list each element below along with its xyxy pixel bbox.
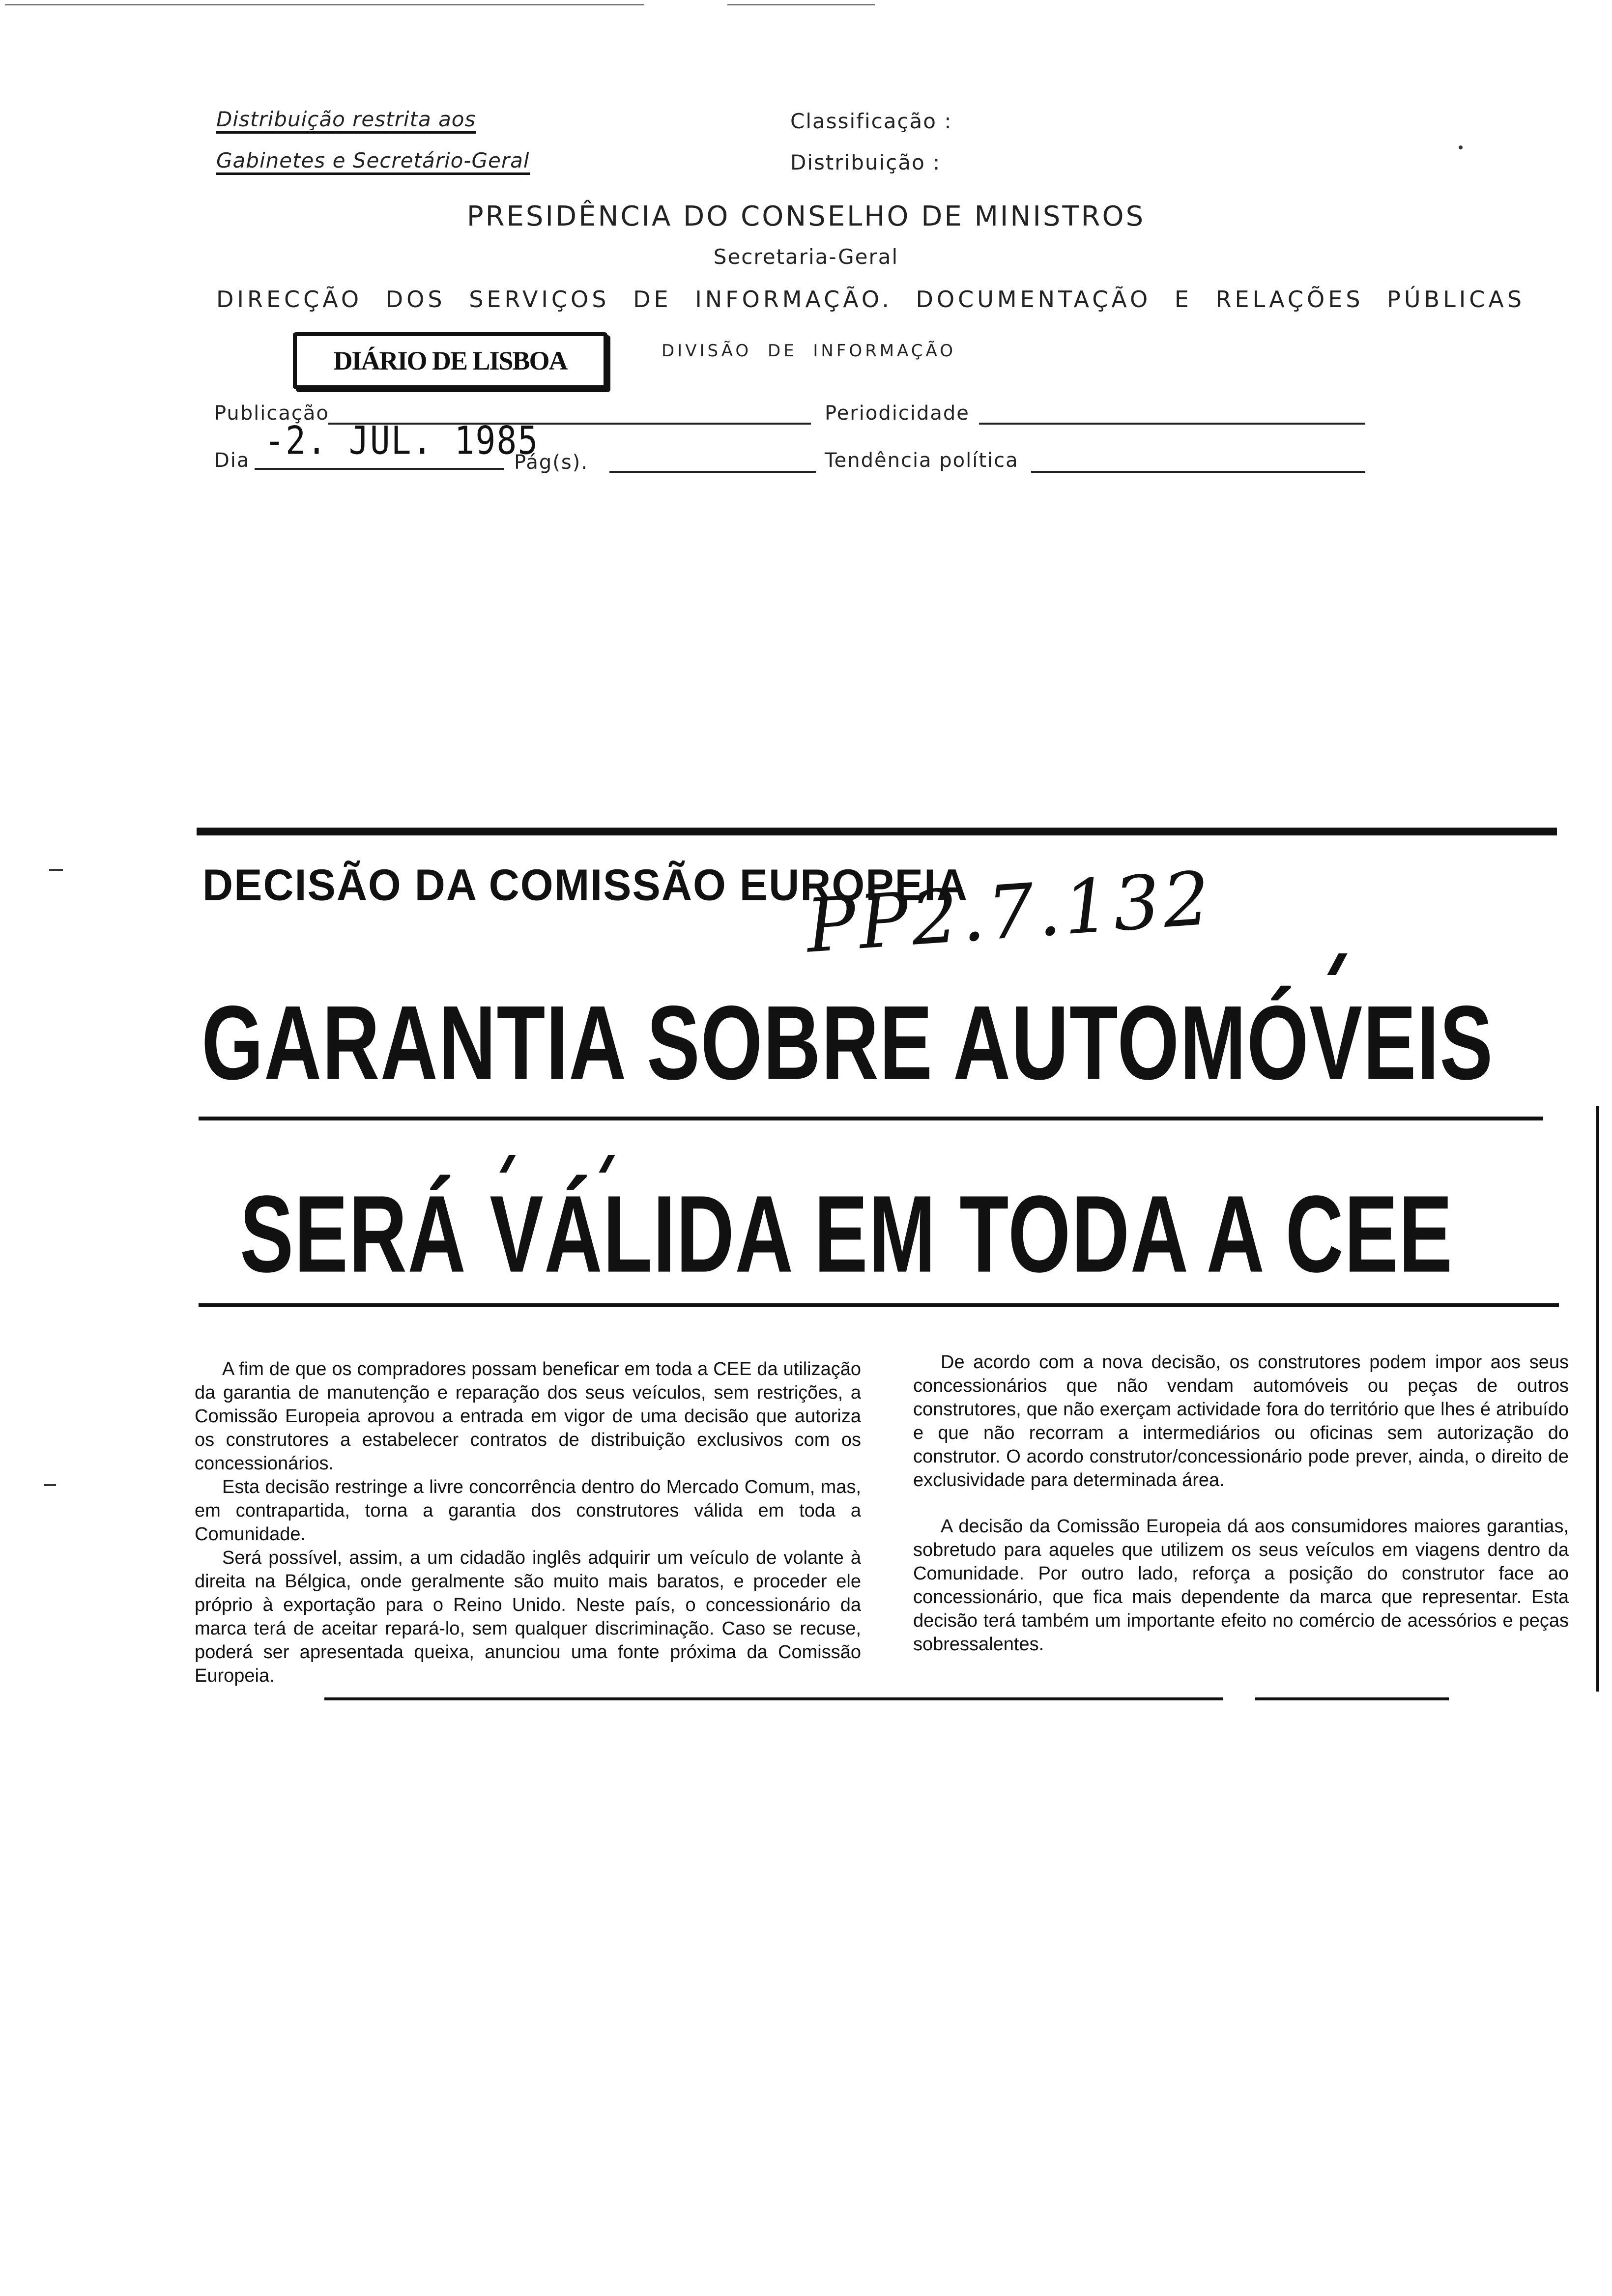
day-field-line [255,468,504,470]
division-label: DIVISÃO DE INFORMAÇÃO [662,341,956,361]
headline-line-1: GARANTIA SOBRE AUTOMÓVEIS [202,983,1494,1102]
periodicity-field-line [979,423,1365,425]
directorate-title: DIRECÇÃO DOS SERVIÇOS DE INFORMAÇÃO. DOCUMENTAÇÃO E RELAÇÕES PÚBLICAS [216,286,1526,313]
date-stamp: -2. JUL. 1985 [264,419,539,463]
periodicity-label: Periodicidade [825,402,970,425]
article-paragraph: A fim de que os compradores possam beneficar em toda a CEE da utilização da garantia de manutenção e reparação dos seus veículos, sem restrições, a Comissão Europeia aprovou a entrada em vigor de uma decisão que autoriza os construtores a estabelecer contratos de distribuição exclusivos com os concessionários. [195,1359,861,1474]
distribution-restriction-line2: Gabinetes e Secretário-Geral [216,148,530,175]
article-kicker: DECISÃO DA COMISSÃO EUROPEIA [202,860,968,910]
publication-label: Publicação [214,402,329,425]
clipping-top-rule [197,828,1557,835]
presidency-title: PRESIDÊNCIA DO CONSELHO DE MINISTROS [466,201,1146,232]
headline-rule-1 [199,1117,1543,1120]
distribution-label: Distribuição : [790,150,941,174]
article-paragraph: De acordo com a nova decisão, os construtores podem impor aos seus concessionários que não vendam automóveis ou peças de outros construtores, que não exerçam actividade fora do território que lhes é atribuído e que não recorram a intermediários ou oficinas sem autorização do construtor. O acordo construtor/concessionário pode prever, ainda, o direito de exclusividade para determinada área. [913,1352,1569,1491]
accent-mark [1327,953,1347,975]
secretariat-title: Secretaria-Geral [713,245,899,269]
headline-line-2: SERÁ VÁLIDA EM TODA A CEE [240,1173,1453,1295]
clipping-bottom-rule-right [1255,1697,1449,1700]
political-tendency-field-line [1031,471,1365,473]
scan-speck [49,869,63,871]
article-right-column [913,1350,1569,1656]
scan-edge-mark [727,4,875,5]
headline-rule-2 [199,1303,1559,1307]
clipping-right-edge [1596,1106,1599,1692]
pages-field-line [609,471,816,473]
article-paragraph: Esta decisão restringe a livre concorrência dentro do Mercado Comum, mas, em contrapartida, torna a garantia dos construtores válida em toda a Comunidade. [195,1477,861,1545]
classification-label: Classificação : [790,109,952,133]
pages-label: Pág(s). [514,451,588,474]
day-label: Dia [214,449,250,472]
article-left-column [195,1357,861,1688]
accent-mark [499,1155,516,1173]
newspaper-stamp: DIÁRIO DE LISBOA [293,332,607,389]
scan-edge-mark [5,4,644,5]
handwritten-reference: PP2.7.132 [803,856,1216,970]
distribution-restriction-line1: Distribuição restrita aos [216,107,476,134]
article-paragraph: A decisão da Comissão Europeia dá aos consumidores maiores garantias, sobretudo para aqueles que utilizem os seus veículos em viagens dentro da Comunidade. Por outro lado, reforça a posição do construtor face ao concessionário, que fica mais dependente da marca que representar. Esta decisão terá também um importante efeito no comércio de acessórios e peças sobressalentes. [913,1516,1569,1655]
political-tendency-label: Tendência política [825,449,1019,472]
scan-speck [1459,145,1463,149]
article-paragraph: Será possível, assim, a um cidadão inglês adquirir um veículo de volante à direita na Bélgica, onde geralmente são muito mais baratos, e proceder ele próprio à exportação para o Reino Unido. Neste país, o concessionário da marca terá de aceitar repará-lo, sem qualquer discriminação. Caso se recuse, poderá ser apresentada queixa, anunciou uma fonte próxima da Comissão Europeia. [195,1548,861,1686]
scan-speck [44,1484,56,1486]
clipping-bottom-rule [324,1697,1223,1700]
accent-mark [599,1155,615,1173]
